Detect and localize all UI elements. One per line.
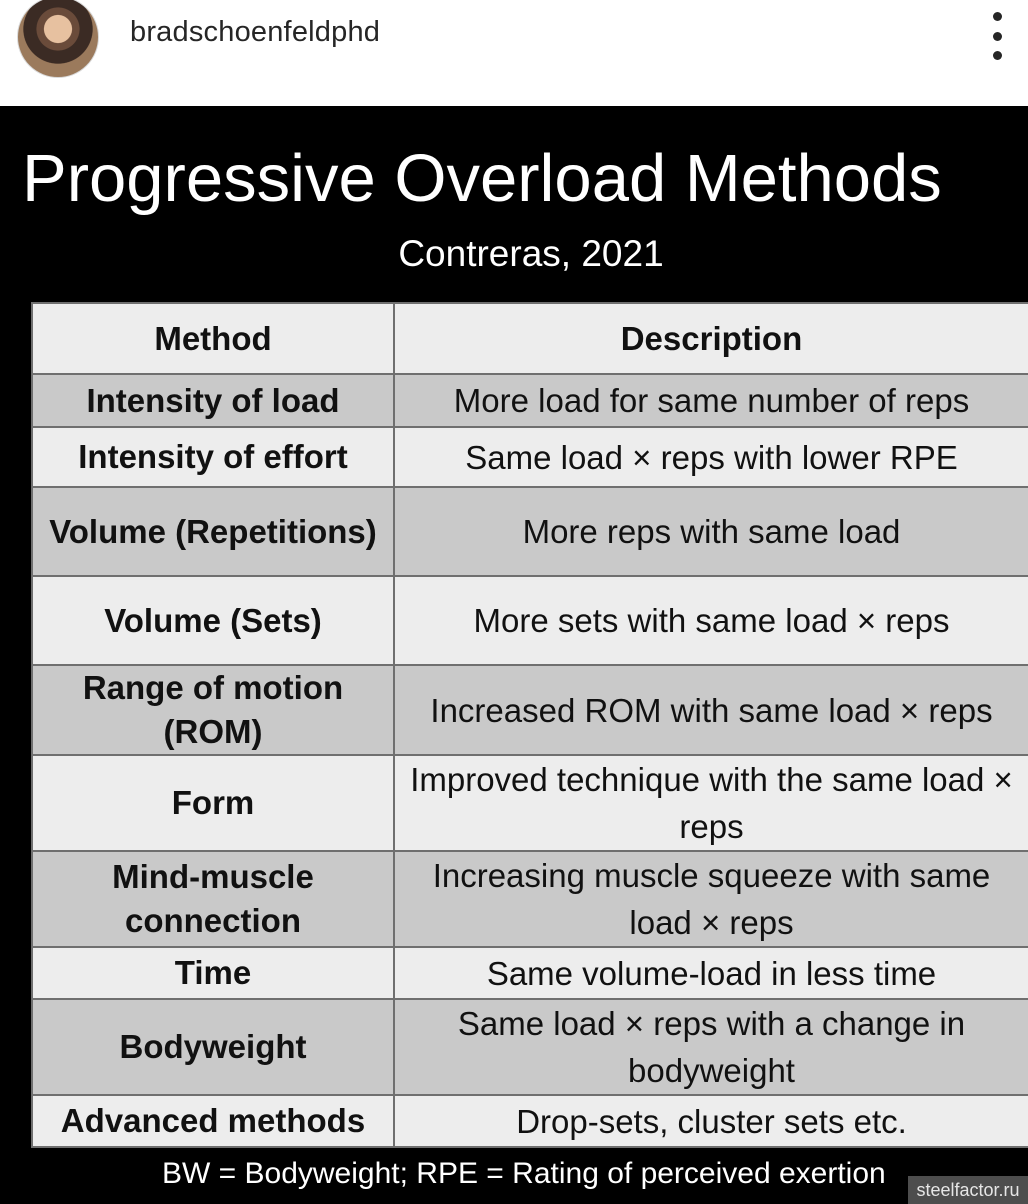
method-cell: Intensity of load <box>32 374 394 427</box>
method-cell: Bodyweight <box>32 999 394 1095</box>
table-row <box>32 576 1028 665</box>
table-row <box>32 665 1028 755</box>
more-vertical-icon[interactable] <box>984 12 1010 60</box>
table-row <box>32 755 1028 851</box>
method-cell: Volume (Repetitions) <box>32 487 394 576</box>
more-dot-icon <box>993 32 1002 41</box>
header-method: Method <box>32 303 394 374</box>
header-description: Description <box>394 303 1028 374</box>
method-cell: Advanced methods <box>32 1095 394 1147</box>
method-cell: Form <box>32 755 394 851</box>
methods-table <box>31 302 1028 1148</box>
description-cell: Increased ROM with same load × reps <box>394 665 1028 755</box>
table-row <box>32 1095 1028 1147</box>
slide-subtitle: Contreras, 2021 <box>398 233 664 274</box>
description-cell: Increasing muscle squeeze with same load × reps <box>394 851 1028 947</box>
table-row <box>32 487 1028 576</box>
more-dot-icon <box>993 12 1002 21</box>
description-cell: Same volume-load in less time <box>394 947 1028 999</box>
watermark: steelfactor.ru <box>908 1176 1028 1204</box>
avatar[interactable] <box>17 0 99 78</box>
more-dot-icon <box>993 51 1002 60</box>
table-row <box>32 851 1028 947</box>
method-cell: Volume (Sets) <box>32 576 394 665</box>
username-link[interactable]: bradschoenfeldphd <box>130 16 381 48</box>
method-cell: Time <box>32 947 394 999</box>
post-header <box>0 0 1028 106</box>
method-cell: Mind-muscle connection <box>32 851 394 947</box>
description-cell: More reps with same load <box>394 487 1028 576</box>
description-cell: Improved technique with the same load × reps <box>394 755 1028 851</box>
slide-title: Progressive Overload Methods <box>22 141 942 216</box>
description-cell: Same load × reps with a change in bodyweight <box>394 999 1028 1095</box>
method-cell: Intensity of effort <box>32 427 394 487</box>
table-row <box>32 947 1028 999</box>
description-cell: More load for same number of reps <box>394 374 1028 427</box>
description-cell: More sets with same load × reps <box>394 576 1028 665</box>
description-cell: Same load × reps with lower RPE <box>394 427 1028 487</box>
description-cell: Drop-sets, cluster sets etc. <box>394 1095 1028 1147</box>
method-cell: Range of motion (ROM) <box>32 665 394 755</box>
table-row <box>32 999 1028 1095</box>
table-header-row <box>32 303 1028 374</box>
footnote: BW = Bodyweight; RPE = Rating of perceived exertion <box>162 1157 886 1190</box>
table-row <box>32 374 1028 427</box>
table-row <box>32 427 1028 487</box>
post-image[interactable] <box>0 106 1028 1204</box>
